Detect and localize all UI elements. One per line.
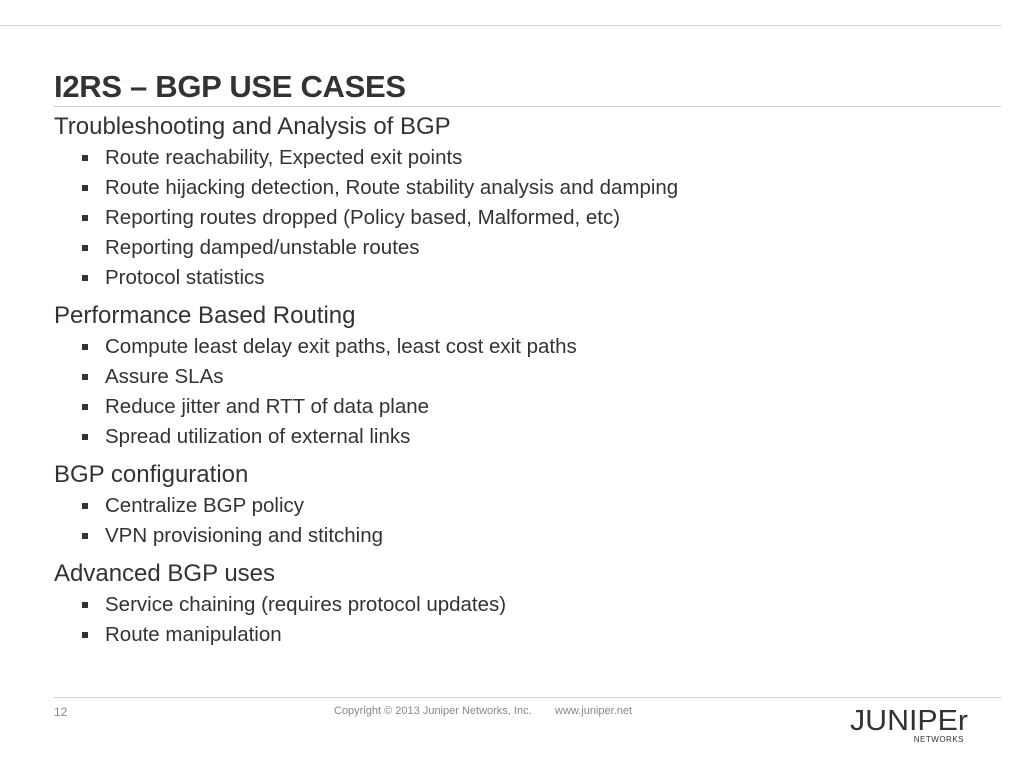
bullet-item [54, 203, 994, 233]
bullet-text: Route reachability, Expected exit points [105, 146, 463, 169]
section-heading: Troubleshooting and Analysis of BGP [54, 113, 451, 140]
copyright-notice: Copyright © 2013 Juniper Networks, Inc. [334, 705, 532, 717]
logo-wordmark: JUNIPEr [850, 705, 969, 737]
square-bullet-icon [82, 155, 88, 161]
square-bullet-icon [82, 503, 88, 509]
square-bullet-icon [82, 434, 88, 440]
section [54, 111, 994, 293]
square-bullet-icon [82, 245, 88, 251]
square-bullet-icon [82, 533, 88, 539]
website-link[interactable]: www.juniper.net [555, 705, 633, 717]
top-divider [0, 25, 1001, 26]
section [54, 300, 994, 452]
square-bullet-icon [82, 602, 88, 608]
bullet-item [54, 491, 994, 521]
slide-title: I2RS – BGP USE CASES [54, 69, 406, 104]
bullet-item [54, 392, 994, 422]
bullet-item [54, 590, 994, 620]
bullet-item [54, 173, 994, 203]
section-heading: Performance Based Routing [54, 302, 356, 329]
section-heading: Advanced BGP uses [54, 560, 276, 587]
section-heading: BGP configuration [54, 461, 249, 488]
section [54, 558, 994, 650]
bullet-text: Reporting damped/unstable routes [105, 236, 420, 259]
square-bullet-icon [82, 374, 88, 380]
square-bullet-icon [82, 215, 88, 221]
bullet-list [54, 332, 994, 452]
bullet-list [54, 491, 994, 551]
bullet-list [54, 143, 994, 293]
section [54, 459, 994, 551]
bullet-item [54, 620, 994, 650]
square-bullet-icon [82, 344, 88, 350]
bullet-text: Protocol statistics [105, 266, 265, 289]
title-divider [54, 106, 1001, 107]
bullet-item [54, 332, 994, 362]
juniper-networks-logo [846, 703, 974, 745]
bullet-text: Reporting routes dropped (Policy based, Malformed, etc) [105, 206, 621, 229]
square-bullet-icon [82, 632, 88, 638]
bullet-item [54, 263, 994, 293]
square-bullet-icon [82, 275, 88, 281]
bullet-item [54, 143, 994, 173]
bullet-list [54, 590, 994, 650]
bullet-text: Compute least delay exit paths, least cost exit paths [105, 335, 577, 358]
bullet-text: Route hijacking detection, Route stability analysis and damping [105, 176, 679, 199]
square-bullet-icon [82, 185, 88, 191]
page-number: 12 [54, 705, 68, 719]
logo-subtext: NETWORKS [913, 735, 964, 744]
bullet-text: VPN provisioning and stitching [105, 524, 384, 547]
bullet-item [54, 521, 994, 551]
bullet-text: Route manipulation [105, 623, 282, 646]
bullet-text: Spread utilization of external links [105, 425, 411, 448]
bullet-item [54, 233, 994, 263]
bullet-text: Service chaining (requires protocol updates) [105, 593, 507, 616]
square-bullet-icon [82, 404, 88, 410]
bullet-text: Assure SLAs [105, 365, 224, 388]
bullet-item [54, 422, 994, 452]
slide-content [54, 111, 994, 657]
footer-divider [54, 697, 1001, 698]
bullet-text: Reduce jitter and RTT of data plane [105, 395, 430, 418]
bullet-item [54, 362, 994, 392]
bullet-text: Centralize BGP policy [105, 494, 305, 517]
